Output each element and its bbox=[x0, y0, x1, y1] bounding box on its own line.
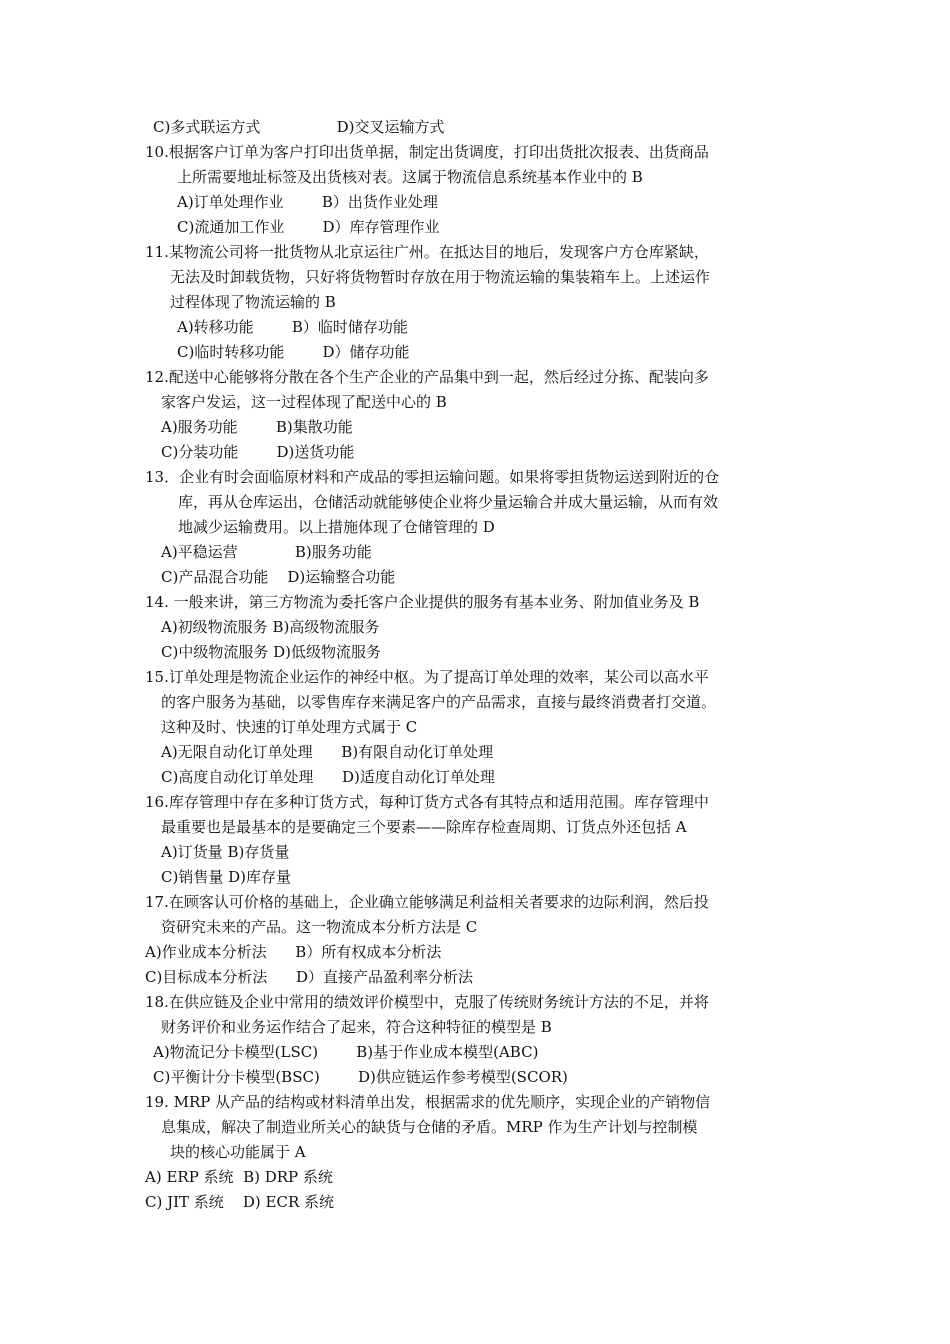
text-line: C)目标成本分析法 D）直接产品盈利率分析法 bbox=[145, 968, 473, 986]
text-line: 15.订单处理是物流企业运作的神经中枢。为了提高订单处理的效率，某公司以高水平 bbox=[145, 668, 709, 686]
text-line: 最重要也是最基本的是要确定三个要素——除库存检查周期、订货点外还包括 A bbox=[161, 818, 687, 836]
text-line: 过程体现了物流运输的 B bbox=[170, 293, 336, 311]
text-line: C)临时转移功能 D）储存功能 bbox=[177, 343, 410, 361]
text-line: C)销售量 D)库存量 bbox=[161, 868, 291, 886]
text-line: C)产品混合功能 D)运输整合功能 bbox=[161, 568, 396, 586]
text-line: A) ERP 系统 B) DRP 系统 bbox=[145, 1168, 333, 1186]
text-line: 11.某物流公司将一批货物从北京运往广州。在抵达目的地后，发现客户方仓库紧缺， bbox=[145, 243, 709, 261]
text-line: 的客户服务为基础，以零售库存来满足客户的产品需求，直接与最终消费者打交道。 bbox=[161, 693, 717, 711]
text-line: A)订单处理作业 B）出货作业处理 bbox=[177, 193, 438, 211]
text-line: 18.在供应链及企业中常用的绩效评价模型中，克服了传统财务统计方法的不足，并将 bbox=[145, 993, 709, 1011]
text-line: 19. MRP 从产品的结构或材料清单出发，根据需求的优先顺序，实现企业的产销物信 bbox=[145, 1093, 711, 1111]
text-line: 块的核心功能属于 A bbox=[170, 1143, 306, 1161]
text-line: 这种及时、快速的订单处理方式属于 C bbox=[161, 718, 418, 736]
text-line: C)高度自动化订单处理 D)适度自动化订单处理 bbox=[161, 768, 495, 786]
text-line: 财务评价和业务运作结合了起来，符合这种特征的模型是 B bbox=[161, 1018, 552, 1036]
text-line: 资研究未来的产品。这一物流成本分析方法是 C bbox=[161, 918, 478, 936]
text-line: C)流通加工作业 D）库存管理作业 bbox=[177, 218, 440, 236]
text-line: 息集成，解决了制造业所关心的缺货与仓储的矛盾。MRP 作为生产计划与控制模 bbox=[161, 1118, 698, 1136]
text-line: A)物流记分卡模型(LSC) B)基于作业成本模型(ABC) bbox=[153, 1043, 539, 1061]
text-line: 10.根据客户订单为客户打印出货单据，制定出货调度，打印出货批次报表、出货商品 bbox=[145, 143, 709, 161]
text-line: C)平衡计分卡模型(BSC) D)供应链运作参考模型(SCOR) bbox=[153, 1068, 568, 1086]
text-line: A)无限自动化订单处理 B)有限自动化订单处理 bbox=[161, 743, 494, 761]
text-line: A)作业成本分析法 B）所有权成本分析法 bbox=[145, 943, 442, 961]
text-line: 14. 一般来讲，第三方物流为委托客户企业提供的服务有基本业务、附加值业务及 B bbox=[145, 593, 700, 611]
text-line: A)平稳运营 B)服务功能 bbox=[161, 543, 372, 561]
text-line: C)多式联运方式 D)交叉运输方式 bbox=[153, 118, 445, 136]
text-line: 地减少运输费用。以上措施体现了仓储管理的 D bbox=[178, 518, 495, 536]
text-line: 16.库存管理中存在多种订货方式，每种订货方式各有其特点和适用范围。库存管理中 bbox=[145, 793, 709, 811]
text-line: 13．企业有时会面临原材料和产成品的零担运输问题。如果将零担货物运送到附近的仓 bbox=[145, 468, 720, 486]
text-line: 库，再从仓库运出，仓储活动就能够使企业将少量运输合并成大量运输，从而有效 bbox=[178, 493, 719, 511]
text-line: 无法及时卸载货物，只好将货物暂时存放在用于物流运输的集装箱车上。上述运作 bbox=[170, 268, 711, 286]
text-line: A)初级物流服务 B)高级物流服务 bbox=[161, 618, 380, 636]
text-line: C) JIT 系统 D) ECR 系统 bbox=[145, 1193, 335, 1211]
text-line: A)转移功能 B）临时储存功能 bbox=[177, 318, 408, 336]
text-line: 17.在顾客认可价格的基础上，企业确立能够满足利益相关者要求的边际利润，然后投 bbox=[145, 893, 709, 911]
text-line: A)订货量 B)存货量 bbox=[161, 843, 290, 861]
text-line: C)中级物流服务 D)低级物流服务 bbox=[161, 643, 381, 661]
text-line: C)分装功能 D)送货功能 bbox=[161, 443, 355, 461]
text-line: 家客户发运，这一过程体现了配送中心的 B bbox=[161, 393, 447, 411]
text-line: 上所需要地址标签及出货核对表。这属于物流信息系统基本作业中的 B bbox=[177, 168, 643, 186]
text-line: 12.配送中心能够将分散在各个生产企业的产品集中到一起，然后经过分拣、配装向多 bbox=[145, 368, 709, 386]
text-line: A)服务功能 B)集散功能 bbox=[161, 418, 353, 436]
